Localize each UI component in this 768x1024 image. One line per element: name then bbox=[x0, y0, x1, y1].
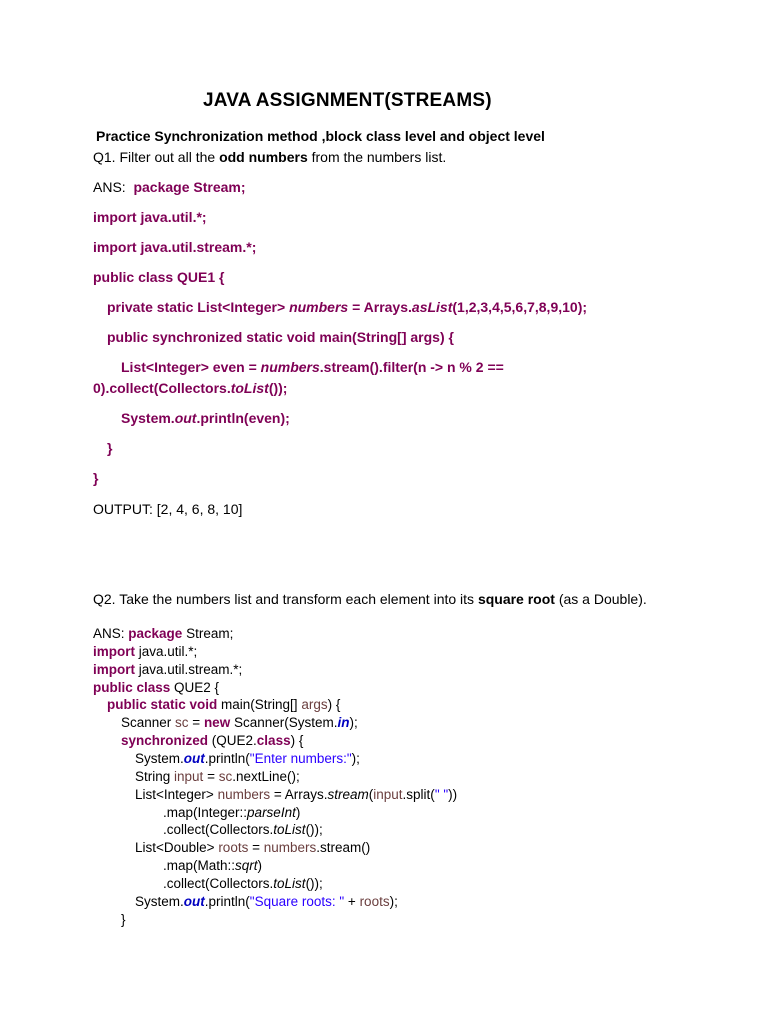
page-title: JAVA ASSIGNMENT(STREAMS) bbox=[203, 90, 492, 111]
q2-code-roots: List<Double> roots = numbers.stream() bbox=[135, 840, 371, 855]
q2-code-numbers: List<Integer> numbers = Arrays.stream(input.split(" ")) bbox=[135, 787, 458, 802]
q1-code-package: package Stream; bbox=[133, 179, 246, 195]
q1-code-field: private static List<Integer> numbers = Arrays.asList(1,2,3,4,5,6,7,8,9,10); bbox=[107, 299, 588, 315]
q2-code-print: System.out.println("Square roots: " + roots); bbox=[135, 894, 398, 909]
q1-code-main: public synchronized static void main(String[] args) { bbox=[107, 329, 454, 345]
q1-code-class: public class QUE1 { bbox=[93, 269, 225, 285]
q1-code-close-class: } bbox=[93, 470, 99, 486]
q1-question: Q1. Filter out all the odd numbers from the numbers list. bbox=[93, 149, 447, 165]
q1-ans-line bbox=[93, 179, 246, 195]
q1-output: OUTPUT: [2, 4, 6, 8, 10] bbox=[93, 501, 243, 517]
q2-code-map-parse: .map(Integer::parseInt) bbox=[163, 805, 301, 820]
q2-code-close-block: } bbox=[121, 912, 126, 927]
q2-code-import2: import java.util.stream.*; bbox=[93, 662, 243, 677]
q2-code-scanner: Scanner sc = new Scanner(System.in); bbox=[121, 715, 358, 730]
q1-ans-label: ANS: bbox=[93, 179, 134, 195]
q1-code-print: System.out.println(even); bbox=[121, 410, 290, 426]
q2-code-map-sqrt: .map(Math::sqrt) bbox=[163, 858, 263, 873]
q2-question: Q2. Take the numbers list and transform each element into its square root (as a Double). bbox=[93, 591, 647, 607]
q1-code-even-cont: 0).collect(Collectors.toList()); bbox=[93, 380, 288, 396]
q1-code-import1: import java.util.*; bbox=[93, 209, 207, 225]
q2-code-collect1: .collect(Collectors.toList()); bbox=[163, 822, 323, 837]
q2-ans-label: ANS: bbox=[93, 626, 129, 641]
q2-code-main: public static void main(String[] args) { bbox=[107, 697, 341, 712]
q2-code-class: public class QUE2 { bbox=[93, 680, 220, 695]
q2-code-input: String input = sc.nextLine(); bbox=[135, 769, 300, 784]
page-subtitle: Practice Synchronization method ,block class level and object level bbox=[96, 128, 545, 144]
q1-code-close-method: } bbox=[107, 440, 113, 456]
q2-code-sync-block: synchronized (QUE2.class) { bbox=[121, 733, 304, 748]
q1-code-even: List<Integer> even = numbers.stream().filter(n -> n % 2 == bbox=[121, 359, 504, 375]
q2-code-prompt: System.out.println("Enter numbers:"); bbox=[135, 751, 360, 766]
q2-code-import1: import java.util.*; bbox=[93, 644, 198, 659]
q2-code-package: ANS: package Stream; bbox=[93, 626, 234, 641]
q2-code-collect2: .collect(Collectors.toList()); bbox=[163, 876, 323, 891]
q1-code-import2: import java.util.stream.*; bbox=[93, 239, 257, 255]
